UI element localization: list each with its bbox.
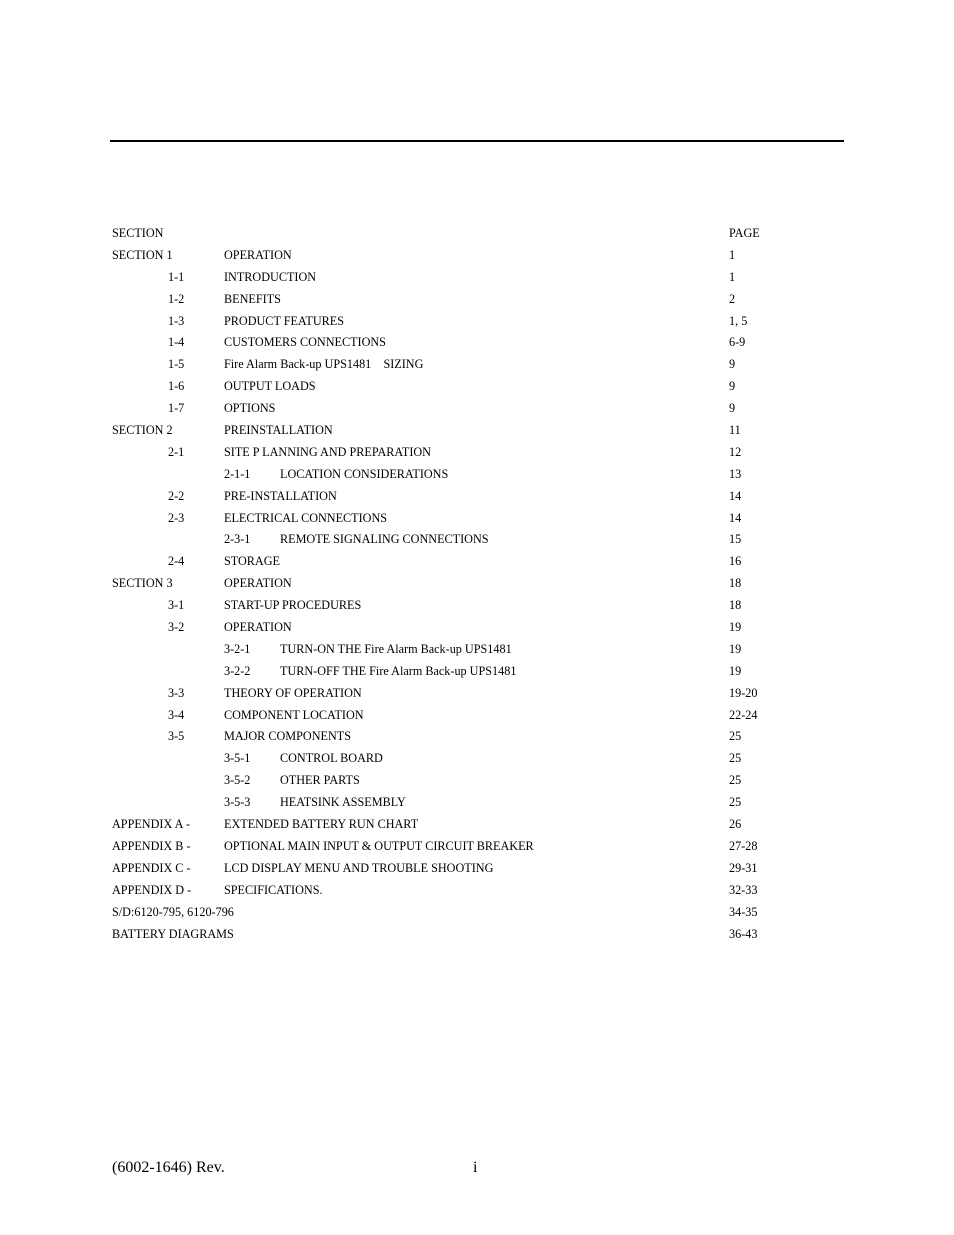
toc-item-number: 3-5 — [168, 729, 185, 744]
toc-page: 9 — [729, 357, 736, 372]
toc-section-label: SECTION 2 — [112, 423, 173, 438]
toc-section-label: APPENDIX C - — [112, 860, 191, 875]
toc-page: 19-20 — [729, 685, 758, 700]
toc-page: 34-35 — [729, 904, 758, 919]
toc-item-number: 1-5 — [168, 357, 185, 372]
toc-title: THEORY OF OPERATION — [224, 685, 362, 700]
toc-section-label: SECTION 3 — [112, 576, 173, 591]
toc-row — [0, 663, 954, 685]
toc-title: COMPONENT LOCATION — [224, 707, 364, 722]
toc-page: 9 — [729, 401, 736, 416]
toc-page: 25 — [729, 729, 742, 744]
toc-title: OPERATION — [224, 620, 292, 635]
toc-page: 22-24 — [729, 707, 758, 722]
toc-row — [0, 838, 954, 860]
toc-page: 2 — [729, 291, 736, 306]
toc-page: 16 — [729, 554, 742, 569]
toc-title: OPERATION — [224, 576, 292, 591]
toc-title: ELECTRICAL CONNECTIONS — [224, 510, 388, 525]
toc-page: 13 — [729, 466, 742, 481]
toc-title: PRODUCT FEATURES — [224, 313, 344, 328]
page-column-header: PAGE — [729, 226, 760, 240]
toc-row — [0, 575, 954, 597]
document-number: (6002-1646) Rev. — [112, 1159, 225, 1176]
toc-row — [0, 707, 954, 729]
toc-row — [0, 378, 954, 400]
toc-row — [0, 247, 954, 269]
toc-row — [0, 685, 954, 707]
toc-title: SITE P LANNING AND PREPARATION — [224, 444, 431, 459]
toc-subitem-number: 3-2-1 — [224, 641, 251, 656]
toc-item-number: 1-2 — [168, 291, 185, 306]
toc-title: REMOTE SIGNALING CONNECTIONS — [280, 532, 489, 547]
toc-title: BATTERY DIAGRAMS — [112, 926, 234, 941]
toc-subitem-number: 3-5-1 — [224, 751, 251, 766]
toc-section-label: APPENDIX B - — [112, 838, 191, 853]
toc-title: CUSTOMERS CONNECTIONS — [224, 335, 386, 350]
toc-title: OPTIONS — [224, 401, 276, 416]
toc-title: OUTPUT LOADS — [224, 379, 316, 394]
toc-page: 19 — [729, 620, 742, 635]
toc-item-number: 2-3 — [168, 510, 185, 525]
toc-row — [0, 816, 954, 838]
toc-title: MAJOR COMPONENTS — [224, 729, 351, 744]
toc-page: 36-43 — [729, 926, 758, 941]
toc-page: 15 — [729, 532, 742, 547]
toc-row — [0, 400, 954, 422]
toc-subitem-number: 3-5-2 — [224, 773, 251, 788]
toc-item-number: 1-4 — [168, 335, 185, 350]
toc-title: Fire Alarm Back-up UPS1481 SIZING — [224, 357, 424, 372]
toc-page: 18 — [729, 598, 742, 613]
toc-page: 26 — [729, 817, 742, 832]
toc-subitem-number: 2-1-1 — [224, 466, 251, 481]
toc-item-number: 2-1 — [168, 444, 185, 459]
toc-page: 27-28 — [729, 838, 758, 853]
toc-row — [0, 619, 954, 641]
toc-title: TURN-ON THE Fire Alarm Back-up UPS1481 — [280, 641, 512, 656]
header-rule — [110, 140, 844, 142]
toc-page: 1 — [729, 269, 736, 284]
toc-row — [0, 772, 954, 794]
toc-title: START-UP PROCEDURES — [224, 598, 362, 613]
toc-row — [0, 466, 954, 488]
toc-row — [0, 313, 954, 335]
toc-page: 25 — [729, 773, 742, 788]
toc-page: 32-33 — [729, 882, 758, 897]
toc-row — [0, 531, 954, 553]
toc-title: LOCATION CONSIDERATIONS — [280, 466, 449, 481]
toc-page: 14 — [729, 488, 742, 503]
toc-row — [0, 356, 954, 378]
toc-item-number: 3-2 — [168, 620, 185, 635]
toc-row — [0, 422, 954, 444]
toc-item-number: 3-4 — [168, 707, 185, 722]
toc-row — [0, 728, 954, 750]
toc-item-number: 3-3 — [168, 685, 185, 700]
toc-page: 29-31 — [729, 860, 758, 875]
toc-page: 11 — [729, 423, 741, 438]
toc-title: OTHER PARTS — [280, 773, 360, 788]
toc-row — [0, 269, 954, 291]
toc-item-number: 1-7 — [168, 401, 185, 416]
toc-page: 14 — [729, 510, 742, 525]
toc-page: 19 — [729, 663, 742, 678]
toc-item-number: 1-6 — [168, 379, 185, 394]
toc-title: EXTENDED BATTERY RUN CHART — [224, 817, 419, 832]
toc-title: PRE-INSTALLATION — [224, 488, 337, 503]
toc-row — [0, 597, 954, 619]
toc-page: 25 — [729, 751, 742, 766]
toc-row — [0, 860, 954, 882]
toc-title: STORAGE — [224, 554, 280, 569]
toc-title: LCD DISPLAY MENU AND TROUBLE SHOOTING — [224, 860, 494, 875]
toc-row — [0, 750, 954, 772]
toc-item-number: 3-1 — [168, 598, 185, 613]
toc-row — [0, 444, 954, 466]
toc-header-row — [0, 225, 954, 247]
toc-title: SPECIFICATIONS. — [224, 882, 323, 897]
page-number: i — [473, 1159, 478, 1176]
toc-subitem-number: 3-5-3 — [224, 795, 251, 810]
toc-row — [0, 641, 954, 663]
toc-section-label: APPENDIX A - — [112, 817, 190, 832]
toc-subitem-number: 3-2-2 — [224, 663, 251, 678]
toc-item-number: 1-3 — [168, 313, 185, 328]
toc-row — [0, 926, 954, 948]
toc-subitem-number: 2-3-1 — [224, 532, 251, 547]
toc-title: INTRODUCTION — [224, 269, 317, 284]
toc-page: 9 — [729, 379, 736, 394]
toc-title: PREINSTALLATION — [224, 423, 333, 438]
toc-row — [0, 882, 954, 904]
toc-title: OPTIONAL MAIN INPUT & OUTPUT CIRCUIT BREAKER — [224, 838, 534, 853]
toc-page: 25 — [729, 795, 742, 810]
toc-section-label: SECTION 1 — [112, 247, 173, 262]
toc-title: S/D:6120-795, 6120-796 — [112, 904, 234, 919]
toc-title: OPERATION — [224, 247, 292, 262]
toc-title: BENEFITS — [224, 291, 281, 306]
toc-title: CONTROL BOARD — [280, 751, 383, 766]
toc-row — [0, 794, 954, 816]
toc-section-label: APPENDIX D - — [112, 882, 192, 897]
toc-page: 12 — [729, 444, 742, 459]
toc-page: 18 — [729, 576, 742, 591]
toc-row — [0, 553, 954, 575]
toc-row — [0, 510, 954, 532]
section-column-header: SECTION — [112, 226, 164, 240]
toc-item-number: 1-1 — [168, 269, 185, 284]
toc-rows — [0, 247, 954, 948]
table-of-contents — [0, 225, 954, 947]
toc-title: TURN-OFF THE Fire Alarm Back-up UPS1481 — [280, 663, 517, 678]
toc-row — [0, 334, 954, 356]
toc-row — [0, 904, 954, 926]
toc-title: HEATSINK ASSEMBLY — [280, 795, 406, 810]
toc-page: 1, 5 — [729, 313, 748, 328]
toc-row — [0, 488, 954, 510]
toc-item-number: 2-4 — [168, 554, 185, 569]
toc-page: 1 — [729, 247, 736, 262]
toc-page: 6-9 — [729, 335, 746, 350]
toc-row — [0, 291, 954, 313]
toc-page: 19 — [729, 641, 742, 656]
toc-item-number: 2-2 — [168, 488, 185, 503]
